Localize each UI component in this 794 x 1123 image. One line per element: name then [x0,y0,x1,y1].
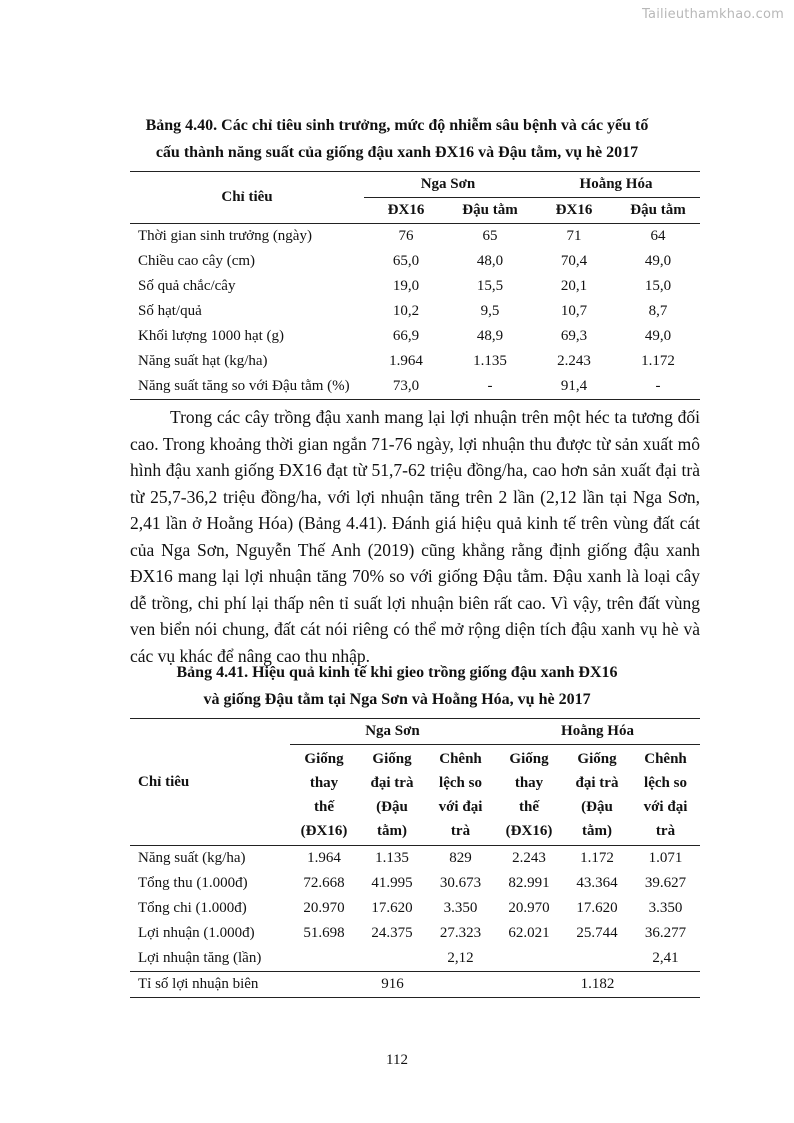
row-label: Lợi nhuận tăng (lần) [138,950,262,966]
row-label: Năng suất (kg/ha) [138,850,246,866]
row-label: Năng suất tăng so với Đậu tằm (%) [138,378,350,394]
cell-value: 43.364 [576,875,618,891]
cell-value: 64 [650,228,666,244]
row-label: Số hạt/quả [138,303,202,319]
cell-value: 10,2 [392,303,420,319]
row-label: Tỉ số lợi nhuận biên [138,976,259,992]
cell-value: 1.172 [580,850,614,866]
cell-value: 20.970 [303,900,345,916]
cell-value: 2,12 [447,950,474,966]
cell-value: 48,0 [476,253,504,269]
cell-value: 1.135 [375,850,409,866]
cell-value: 66,9 [392,328,420,344]
table-row [130,324,700,349]
cell-value [290,946,358,972]
cell-value: 2.243 [512,850,546,866]
cell-value: 69,3 [560,328,588,344]
cell-value [495,946,563,972]
cell-value: 30.673 [439,875,482,891]
cell-value: 71 [566,228,582,244]
cell-value: 24.375 [371,925,413,941]
cell-value: 76 [398,228,414,244]
cell-value: 15,0 [644,278,672,294]
row-label: Tổng chi (1.000đ) [138,900,247,916]
row-label: Khối lượng 1000 hạt (g) [138,328,285,344]
cell-value: 27.323 [439,925,482,941]
cell-value: 17.620 [576,900,618,916]
table-row [130,249,700,274]
cell-value: 82.991 [508,875,550,891]
cell-value: 65,0 [392,253,420,269]
table-row [130,921,700,946]
cell-value: 65 [482,228,498,244]
table-row [130,871,700,896]
cell-value: 1.071 [648,850,683,866]
col-giong-dai-tra: Giống đại trà (Đậu tằm) [575,751,619,839]
table-41-group-hoang-hoa: Hoằng Hóa [495,719,700,745]
page-number: 112 [386,1052,408,1068]
col-chenh-lech: Chênh lệch so với đại trà [438,751,483,839]
cell-value: - [487,378,493,394]
cell-value: 829 [449,850,472,866]
row-label: Thời gian sinh trưởng (ngày) [138,228,312,244]
cell-value: 73,0 [392,378,420,394]
cell-value: 48,9 [476,328,504,344]
cell-value: 9,5 [480,303,500,319]
cell-value: 72.668 [303,875,345,891]
table-40-caption-line2: cấu thành năng suất của giống đậu xanh ĐX16 và Đậu tằm, vụ hè 2017 [155,144,639,161]
cell-value: 17.620 [371,900,413,916]
row-label: Tổng thu (1.000đ) [138,875,248,891]
col-giong-thay-the: Giống thay thế (ĐX16) [300,751,348,839]
table-row [130,972,700,998]
table-40-col-dx16: ĐX16 [555,202,593,218]
table-41-caption-line2: và giống Đậu tằm tại Nga Sơn và Hoằng Hóa, vụ hè 2017 [203,691,591,708]
cell-value: 1.135 [473,353,507,369]
cell-value-nga-son: 916 [381,976,404,992]
table-row [130,896,700,921]
table-40-col-dautam: Đậu tằm [462,202,518,218]
cell-value: 51.698 [303,925,345,941]
cell-value-hoang-hoa: 1.182 [580,976,615,992]
row-label: Chiều cao cây (cm) [138,253,256,269]
cell-value: 19,0 [392,278,420,294]
row-label: Lợi nhuận (1.000đ) [138,925,255,941]
cell-value: 20,1 [560,278,588,294]
table-row [130,224,700,250]
cell-value: 20.970 [508,900,550,916]
cell-value: 1.964 [307,850,341,866]
cell-value: 3.350 [443,900,478,916]
cell-value: 70,4 [560,253,588,269]
cell-value: 2,41 [652,950,679,966]
col-chenh-lech: Chênh lệch so với đại trà [643,751,688,839]
cell-value [563,946,631,972]
table-40-group-nga-son: Nga Sơn [364,172,532,198]
col-giong-dai-tra: Giống đại trà (Đậu tằm) [370,751,414,839]
cell-value: 3.350 [648,900,683,916]
cell-value: 1.172 [641,353,675,369]
cell-value: 39.627 [644,875,687,891]
cell-value: 8,7 [648,303,668,319]
cell-value: 2.243 [557,353,591,369]
row-label: Năng suất hạt (kg/ha) [138,353,268,369]
table-41-caption-line1: Bảng 4.41. Hiệu quả kinh tế khi gieo trồng giống đậu xanh ĐX16 [176,664,618,681]
table-row [130,274,700,299]
cell-value: 10,7 [560,303,588,319]
cell-value: - [655,378,661,394]
table-row [130,374,700,400]
table-40 [130,171,700,400]
cell-value [358,946,426,972]
table-41-header-label: Chỉ tiêu [130,719,290,846]
table-row [130,349,700,374]
watermark-text: Tailieuthamkhao.com [642,7,784,22]
table-40-col-dx16: ĐX16 [387,202,425,218]
table-row [130,946,700,972]
cell-value: 41.995 [371,875,413,891]
table-40-group-hoang-hoa: Hoằng Hóa [532,172,700,198]
row-label: Số quả chắc/cây [138,278,236,294]
cell-value: 15,5 [476,278,504,294]
body-paragraph: Trong các cây trồng đậu xanh mang lại lợi nhuận trên một héc ta tương đối cao. Trong khoảng thời gian ngắn 71-76 ngày, lợi nhuận thu được từ sản xuất mô hình đậu xanh giống ĐX16 đạt từ 51,7-62 triệu đồng/ha, cao hơn sản xuất đại trà từ 25,7-36,2 triệu đồng/ha, với lợi nhuận tăng trên 2 lần (2,12 lần tại Nga Sơn, 2,41 lần ở Hoằng Hóa) (Bảng 4.41). Đánh giá hiệu quả kinh tế trên vùng đất cát của Nga Sơn, Nguyễn Thế Anh (2019) cũng khẳng rằng định giống đậu xanh ĐX16 mang lại lợi nhuận tăng 70% so với giống Đậu tằm. Đậu xanh là loại cây dễ trồng, chi phí lại thấp nên tỉ suất lợi nhuận biên rất cao. Vì vậy, trên đất vùng ven biển nói chung, đất cát nói riêng có thể mở rộng diện tích đậu xanh vụ hè và các vụ khác để nâng cao thu nhập. [130,407,700,666]
table-40-header-label: Chỉ tiêu [130,172,364,224]
cell-value: 36.277 [644,925,687,941]
table-row [130,299,700,324]
cell-value: 49,0 [644,253,672,269]
cell-value: 25.744 [576,925,618,941]
table-40-col-dautam: Đậu tằm [630,202,686,218]
cell-value: 1.964 [389,353,423,369]
cell-value: 91,4 [560,378,588,394]
cell-value: 62.021 [508,925,550,941]
cell-value: 49,0 [644,328,672,344]
table-41-group-nga-son: Nga Sơn [290,719,495,745]
table-row [130,846,700,872]
table-41 [130,718,700,998]
table-40-caption-line1: Bảng 4.40. Các chỉ tiêu sinh trưởng, mức độ nhiễm sâu bệnh và các yếu tố [145,117,649,134]
col-giong-thay-the: Giống thay thế (ĐX16) [505,751,553,839]
